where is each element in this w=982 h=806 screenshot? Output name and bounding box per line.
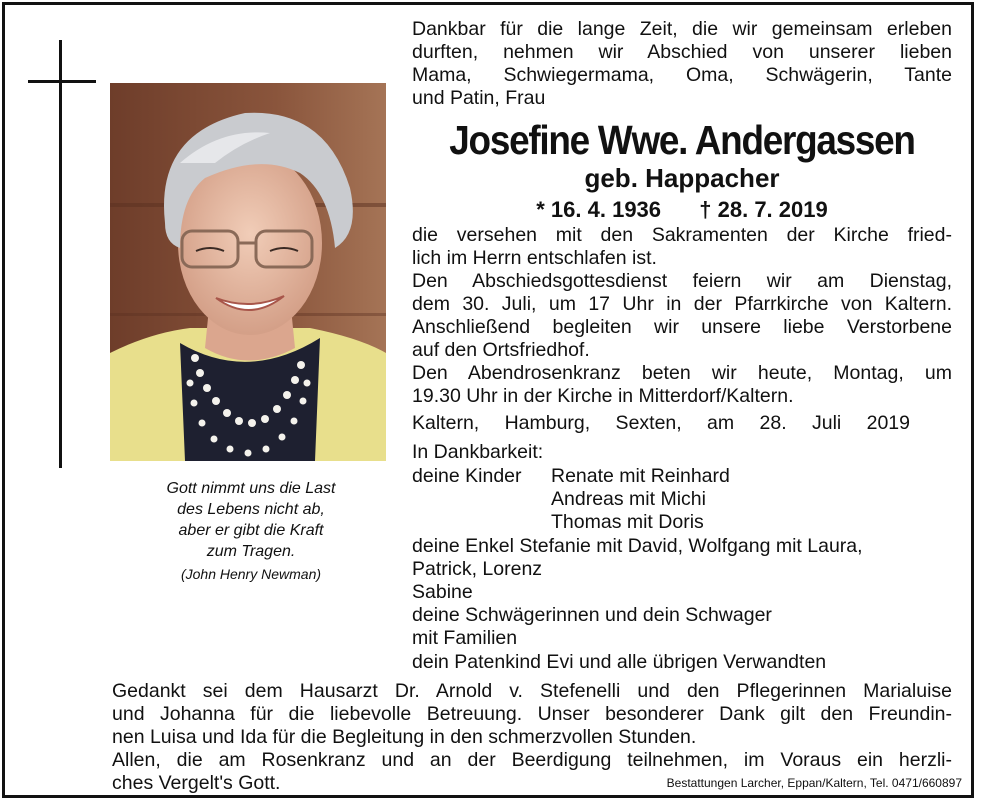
intro-line: und Patin, Frau [412, 87, 546, 109]
cross-icon-bar [28, 80, 96, 83]
quote-author: (John Henry Newman) [180, 566, 322, 582]
birth-date: * 16. 4. 1936 [536, 197, 662, 222]
body-line: lich im Herrn entschlafen ist. [412, 247, 657, 269]
intro-line: Dankbar für die lange Zeit, die wir gemeinsam erleben [412, 18, 952, 40]
mourner-line: Sabine [412, 581, 473, 603]
body-line: Anschließend begleiten wir unsere liebe Verstorbene [412, 316, 952, 338]
quote-line: Gott nimmt uns die Last [166, 480, 336, 497]
body-line: Den Abschiedsgottesdienst feiern wir am Dienstag, [412, 270, 952, 292]
mourners-intro: In Dankbarkeit: [412, 441, 544, 463]
mourner-line: Thomas mit Doris [551, 511, 704, 533]
mourner-line: Andreas mit Michi [551, 488, 706, 510]
mourner-line: deine Schwägerinnen und dein Schwager [412, 604, 772, 626]
thanks-line: und Johanna für die liebevolle Betreuung. Unser besonderer Dank gilt den Freundin- [112, 703, 952, 725]
death-date: † 28. 7. 2019 [699, 197, 828, 222]
thanks-line: nen Luisa und Ida für die Begleitung in den schmerzvollen Stunden. [112, 726, 697, 748]
memorial-quote [112, 478, 390, 585]
body-line: dem 30. Juli, um 17 Uhr in der Pfarrkirche von Kaltern. [412, 293, 952, 315]
body-line: Den Abendrosenkranz beten wir heute, Montag, um [412, 362, 952, 384]
mourner-line: dein Patenkind Evi und alle übrigen Verwandten [412, 651, 827, 673]
body-line: 19.30 Uhr in der Kirche in Mitterdorf/Kaltern. [412, 385, 794, 407]
body-line: die versehen mit den Sakramenten der Kirche fried- [412, 224, 952, 246]
mourner-line: deine Enkel Stefanie mit David, Wolfgang mit Laura, [412, 535, 863, 557]
quote-line: aber er gibt die Kraft [178, 522, 324, 539]
quote-line: des Lebens nicht ab, [177, 501, 325, 518]
deceased-name: Josefine Wwe. Andergassen [449, 117, 915, 163]
quote-line: zum Tragen. [206, 543, 296, 560]
portrait-illustration [110, 83, 386, 461]
place-date-line: Kaltern, Hamburg, Sexten, am 28. Juli 2019 [412, 412, 910, 434]
maiden-name: geb. Happacher [584, 163, 780, 193]
body-line: auf den Ortsfriedhof. [412, 339, 590, 361]
funeral-home-credit: Bestattungen Larcher, Eppan/Kaltern, Tel. 0471/660897 [666, 776, 962, 790]
children-label: deine Kinder [412, 465, 522, 487]
mourner-line: Patrick, Lorenz [412, 558, 543, 580]
thanks-line: Allen, die am Rosenkranz und an der Beerdigung teilnehmen, im Voraus ein herzli- [112, 749, 952, 771]
cross-icon [59, 40, 62, 468]
mourner-line: mit Familien [412, 627, 518, 649]
thanks-line: ches Vergelt's Gott. [112, 772, 281, 794]
portrait-photo [110, 83, 386, 461]
intro-line: Mama, Schwiegermama, Oma, Schwägerin, Tante [412, 64, 952, 86]
intro-line: durften, nehmen wir Abschied von unserer lieben [412, 41, 952, 63]
thanks-line: Gedankt sei dem Hausarzt Dr. Arnold v. Stefenelli und den Pflegerinnen Marialuise [112, 680, 952, 702]
life-dates [412, 197, 952, 223]
mourner-line: Renate mit Reinhard [551, 465, 730, 487]
